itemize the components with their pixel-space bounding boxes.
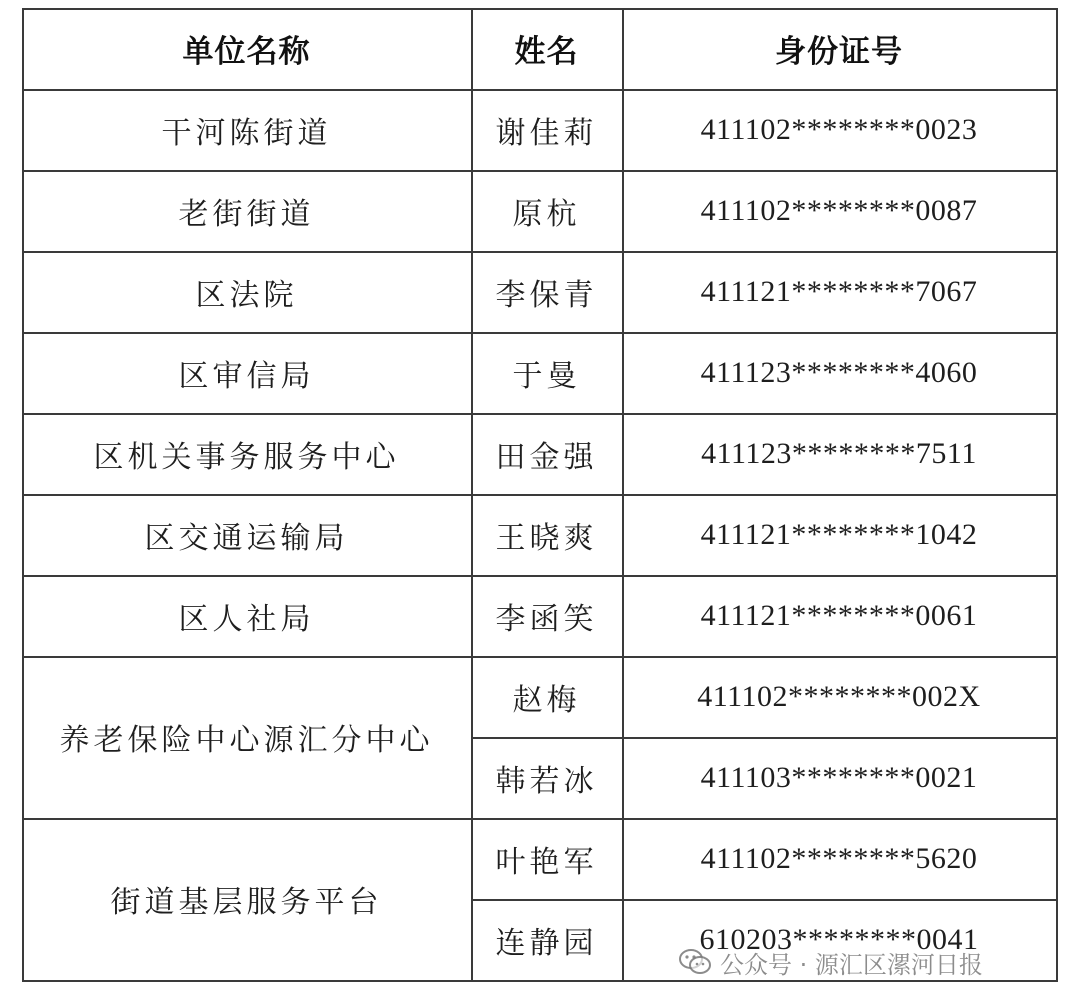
id-cell: 411102********5620 (700, 841, 978, 875)
watermark (678, 944, 983, 980)
wechat-icon (678, 947, 712, 977)
name-cell: 赵梅 (512, 682, 581, 718)
id-cell: 411102********002X (697, 679, 981, 713)
watermark-text: 公众号 · 源汇区漯河日报 (720, 950, 983, 979)
id-cell: 411102********0087 (700, 193, 978, 227)
unit-cell: 区审信局 (178, 358, 315, 394)
merged-unit-cell: 养老保险中心源汇分中心 (59, 723, 434, 758)
name-cell: 谢佳莉 (495, 115, 598, 151)
name-cell: 于曼 (512, 358, 581, 394)
name-cell: 王晓爽 (495, 520, 598, 556)
unit-cell: 区机关事务服务中心 (93, 439, 400, 475)
header-unit: 单位名称 (182, 34, 311, 70)
unit-cell: 老街街道 (178, 196, 315, 232)
id-cell: 411121********0061 (700, 598, 978, 632)
unit-cell: 区交通运输局 (144, 520, 349, 556)
header-id: 身份证号 (775, 34, 903, 70)
name-cell: 李保青 (495, 277, 598, 313)
name-cell: 连静园 (495, 925, 598, 961)
id-cell: 411103********0021 (700, 760, 978, 794)
grid-line (1056, 8, 1058, 981)
name-cell: 叶艳军 (495, 844, 598, 880)
header-name: 姓名 (514, 34, 579, 70)
name-cell: 韩若冰 (495, 763, 598, 799)
id-cell: 411121********1042 (700, 517, 978, 551)
name-cell: 原杭 (512, 196, 581, 232)
id-cell: 610203********0041 (699, 922, 979, 956)
id-cell: 411121********7067 (700, 274, 978, 308)
name-cell: 李函笑 (495, 601, 598, 637)
id-cell: 411123********4060 (700, 355, 978, 389)
grid-line (22, 980, 1058, 982)
name-cell: 田金强 (495, 439, 598, 475)
unit-cell: 区法院 (195, 277, 298, 313)
merged-unit-cell: 街道基层服务平台 (110, 885, 383, 920)
unit-cell: 干河陈街道 (161, 115, 332, 151)
id-cell: 411102********0023 (700, 112, 978, 146)
id-cell: 411123********7511 (701, 436, 977, 470)
unit-cell: 区人社局 (178, 601, 315, 637)
